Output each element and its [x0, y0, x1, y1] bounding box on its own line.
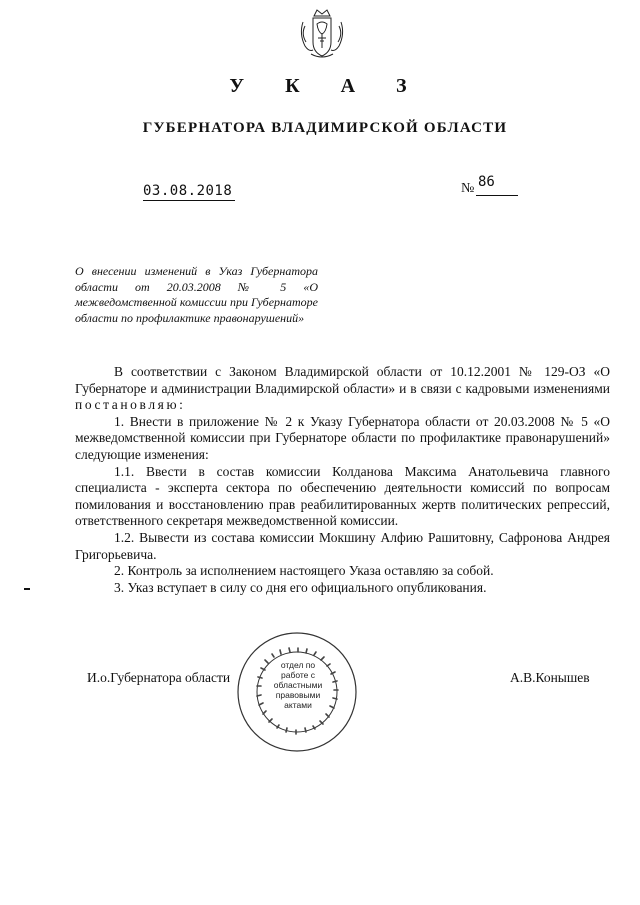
document-title: У К А З: [229, 75, 425, 97]
clause-3: 3. Указ вступает в силу со дня его официального опубликования.: [114, 579, 487, 595]
clause-2: 2. Контроль за исполнением настоящего Указа оставляю за собой.: [114, 563, 494, 579]
clause-1-1: 1.1. Ввести в состав комиссии Колданова Максима Анатольевича главного специалиста - эксперта сектора по обеспечению деятельности комиссий по вопросам помилования и восстановлению прав реабилитированных жертв политических репрессий, ответственного секретаря межведомственной комиссии.: [75, 463, 610, 529]
preamble-end: :: [179, 397, 183, 413]
margin-mark: [24, 588, 30, 590]
preamble-paragraph: [75, 364, 610, 414]
signatory-position: И.о.Губернатора области: [87, 670, 231, 685]
stamp-inner-text: отдел по работе с областными правовыми актами: [273, 660, 323, 710]
document-body: [75, 364, 610, 596]
clause-1-2: 1.2. Вывести из состава комиссии Мокшину Алфию Рашитовну, Сафронова Андрея Григорьевича.: [75, 529, 610, 562]
number-label: №: [461, 181, 475, 196]
preamble-text: В соответствии с Законом Владимирской области от 10.12.2001 № 129-ОЗ «О Губернаторе и администрации Владимирской области» и в связи с кадровыми изменениями: [75, 364, 610, 396]
coat-of-arms-icon: [297, 8, 347, 60]
clause-1: 1. Внести в приложение № 2 к Указу Губернатора области от 20.03.2008 № 5 «О межведомственной комиссии при Губернаторе области по профилактике правонарушений» следующие изменения:: [75, 413, 610, 462]
document-number: 86: [476, 174, 518, 196]
decree-keyword: постановляю: [75, 397, 180, 413]
document-date: 03.08.2018: [143, 183, 235, 201]
signatory-name: А.В.Конышев: [510, 670, 590, 685]
document-subject: О внесении изменений в Указ Губернатора области от 20.03.2008 № 5 «О межведомственной комиссии при Губернаторе области по профилактике правонарушений»: [75, 264, 318, 325]
document-issuer: ГУБЕРНАТОРА ВЛАДИМИРСКОЙ ОБЛАСТИ: [142, 120, 508, 136]
